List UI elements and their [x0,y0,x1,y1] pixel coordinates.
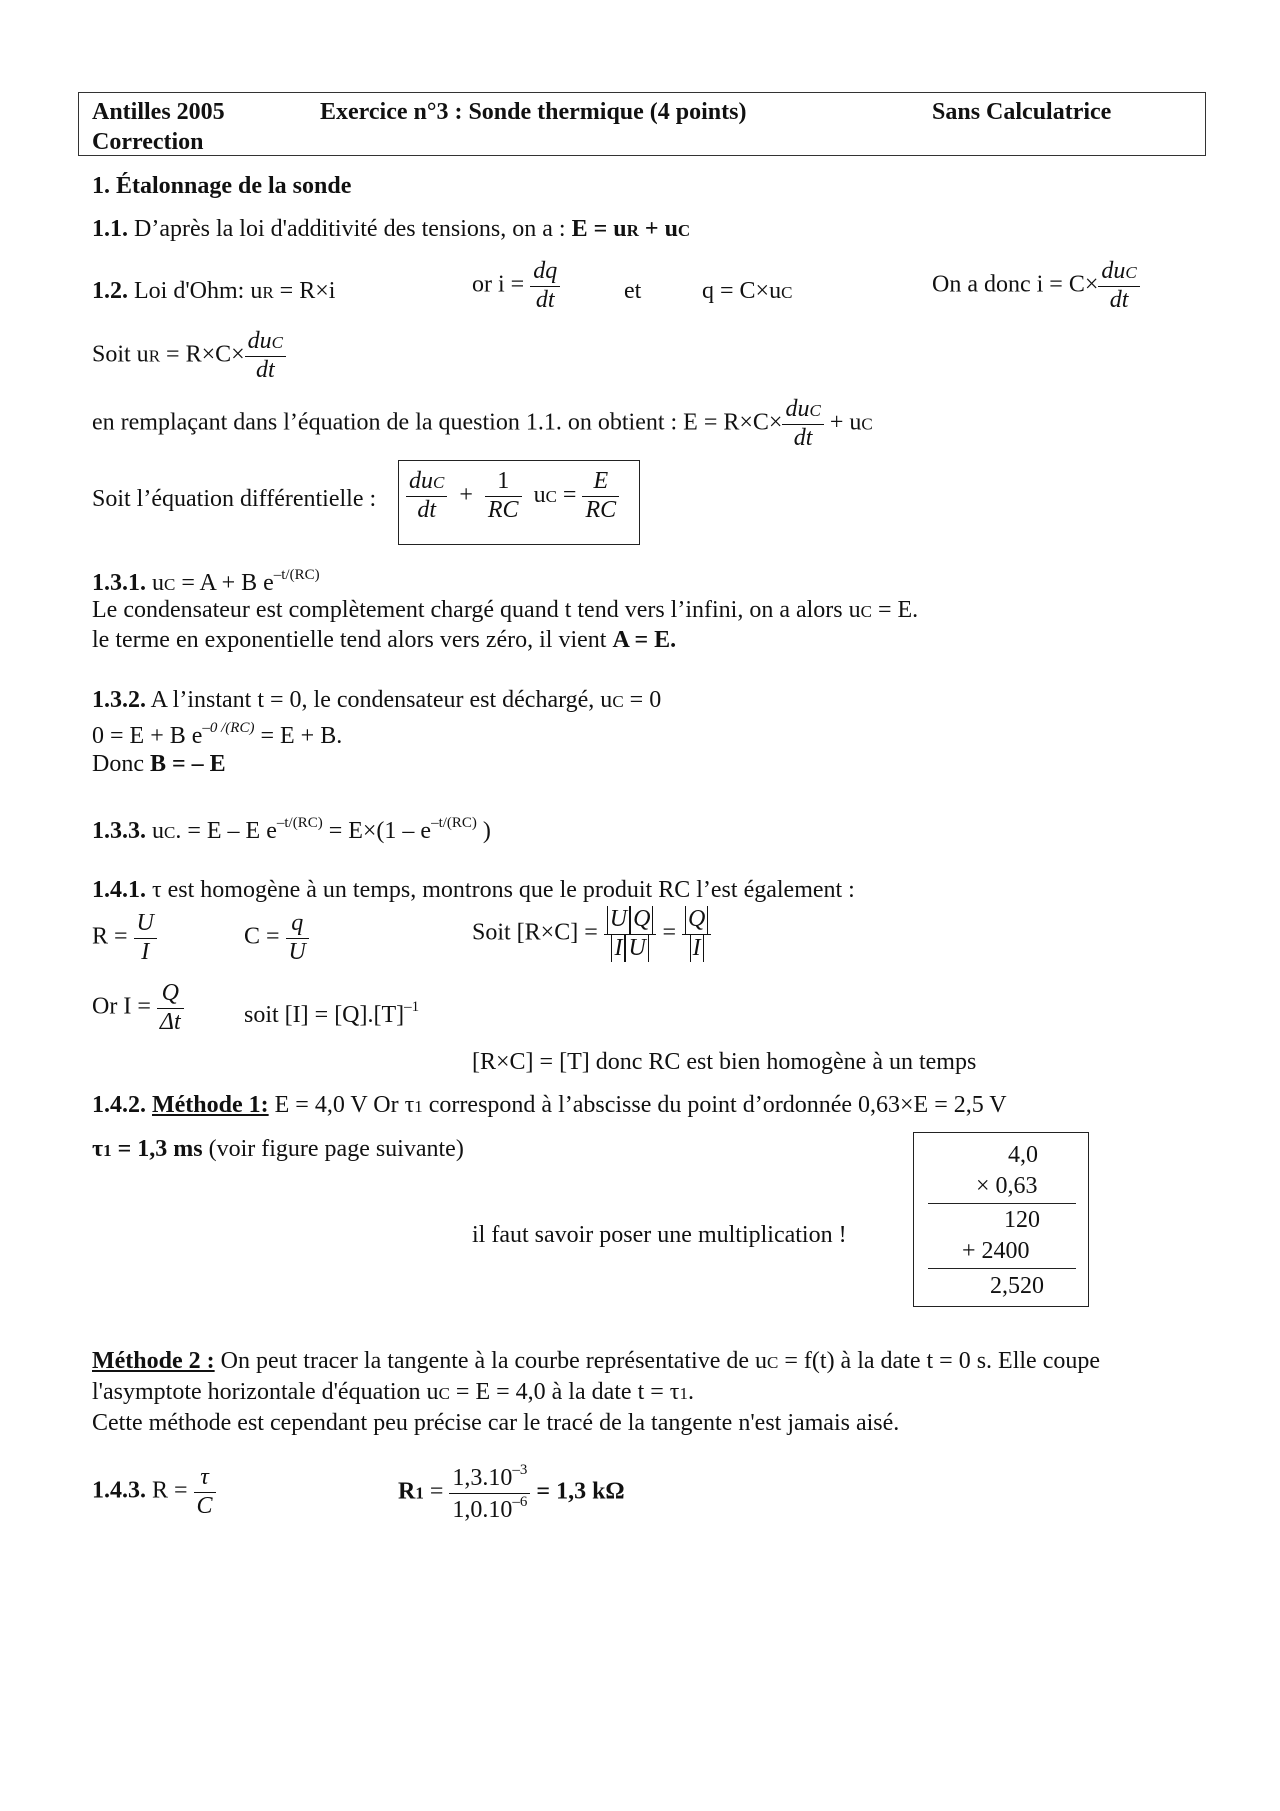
q131-eq: 1.3.1. uC = A + B $e^{-t/(RC)}$ [92,567,320,596]
mult-row2: × 0,63 [976,1173,1038,1199]
q12-diffeq-label: Soit l’équation différentielle : [92,486,377,512]
q141-concl: [R×C] = [T] donc RC est bien homogène à un temps [472,1049,977,1075]
q141-soitI: soit $[I] = [Q].[T]^{-1}$ [244,999,420,1028]
q132-line3: Donc B = – E [92,751,226,777]
mult-note: il faut savoir poser une multiplication ! [472,1222,847,1248]
q142-tau: τ1 = 1,3 ms (voir figure page suivante) [92,1136,464,1162]
q141-soit: Soit [R×C] = $\frac{\text{U Q}}{\text{I U}}$ = $\frac{Q}{I}$ [472,906,711,962]
q132-line2: 0 = E + B $e^{-0 /(RC)} = E + B$. [92,720,343,749]
q131-line2: le terme en exponentielle tend alors vers zéro, il vient A = E. [92,627,677,653]
header-year: Antilles 2005 [92,99,225,125]
q12-soit: Soit uR = R×C× $\frac{\text{duC}}{dt}$ [92,328,286,384]
section-title: 1. Étalonnage de la sonde [92,173,352,199]
mult-row3: 120 [1004,1207,1040,1233]
m2-line2: l'asymptote horizontale d'équation uC = E = 4,0 à la date t = τ1. [92,1379,694,1405]
header-title: Exercice n°3 : Sonde thermique (4 points) [320,99,747,125]
q143-R: 1.4.3. R = $\frac{\tau}{C}$ [92,1464,216,1520]
m2-line1: Méthode 2 : On peut tracer la tangente à la courbe représentative de uC = f(t) à la date t = 0 s. Elle coupe [92,1348,1100,1374]
q131-line1: Le condensateur est complètement chargé quand t tend vers l’infini, on a alors uC = E. [92,597,919,623]
q11: 1.1. D’après la loi d'additivité des tensions, on a : E = uR + uC [92,216,691,242]
q143-R1: R1 = $\frac{1,3.10^{-3}}{1,0.10^{-6}}$ = 1,3 kΩ [398,1462,625,1523]
mult-result: 2,520 [990,1273,1044,1299]
q141-R: R = $\frac{U}{I}$ [92,910,157,966]
q142-m1: 1.4.2. Méthode 1: E = 4,0 V Or τ1 correspond à l’abscisse du point d’ordonnée 0,63×E = 2,5 V [92,1092,1007,1118]
mult-row1: 4,0 [1008,1142,1038,1168]
q132-line1: 1.3.2. A l’instant t = 0, le condensateur est déchargé, uC = 0 [92,687,662,713]
q12-ohm: 1.2. Loi d'Ohm: uR = R×i [92,278,336,304]
header-calc: Sans Calculatrice [932,99,1112,125]
q141-intro: 1.4.1. τ est homogène à un temps, montrons que le produit RC l’est également : [92,877,855,903]
q12-q: q = C×uC [702,278,793,304]
q141-C: C = $\frac{q}{U}$ [244,910,309,966]
header-correction: Correction [92,129,204,155]
q133: 1.3.3. uC. = E – E $e^{-t/(RC)} = E\times(1 - e^{-t/(RC)}$ ) [92,815,491,844]
q12-or-i: or i = $\frac{dq}{dt}$ [472,258,560,314]
q12-donc: On a donc i = C× $\frac{\text{duC}}{dt}$ [932,258,1140,314]
q141-orI: Or I = $\frac{Q}{\Delta t}$ [92,980,184,1036]
mult-row4: + 2400 [962,1238,1030,1264]
m2-line3: Cette méthode est cependant peu précise car le tracé de la tangente n'est jamais aisé. [92,1410,900,1436]
diffeq: $\frac{\text{duC}}{dt}$ + $\frac{1}{RC}$ uC = $\frac{E}{RC}$ [406,468,619,524]
mult-line1 [928,1203,1076,1204]
mult-line2 [928,1268,1076,1269]
q12-et: et [624,278,642,304]
q12-replace: en remplaçant dans l’équation de la question 1.1. on obtient : E = R×C× $\frac{\text{duC}}{dt}$ + uC [92,396,873,451]
